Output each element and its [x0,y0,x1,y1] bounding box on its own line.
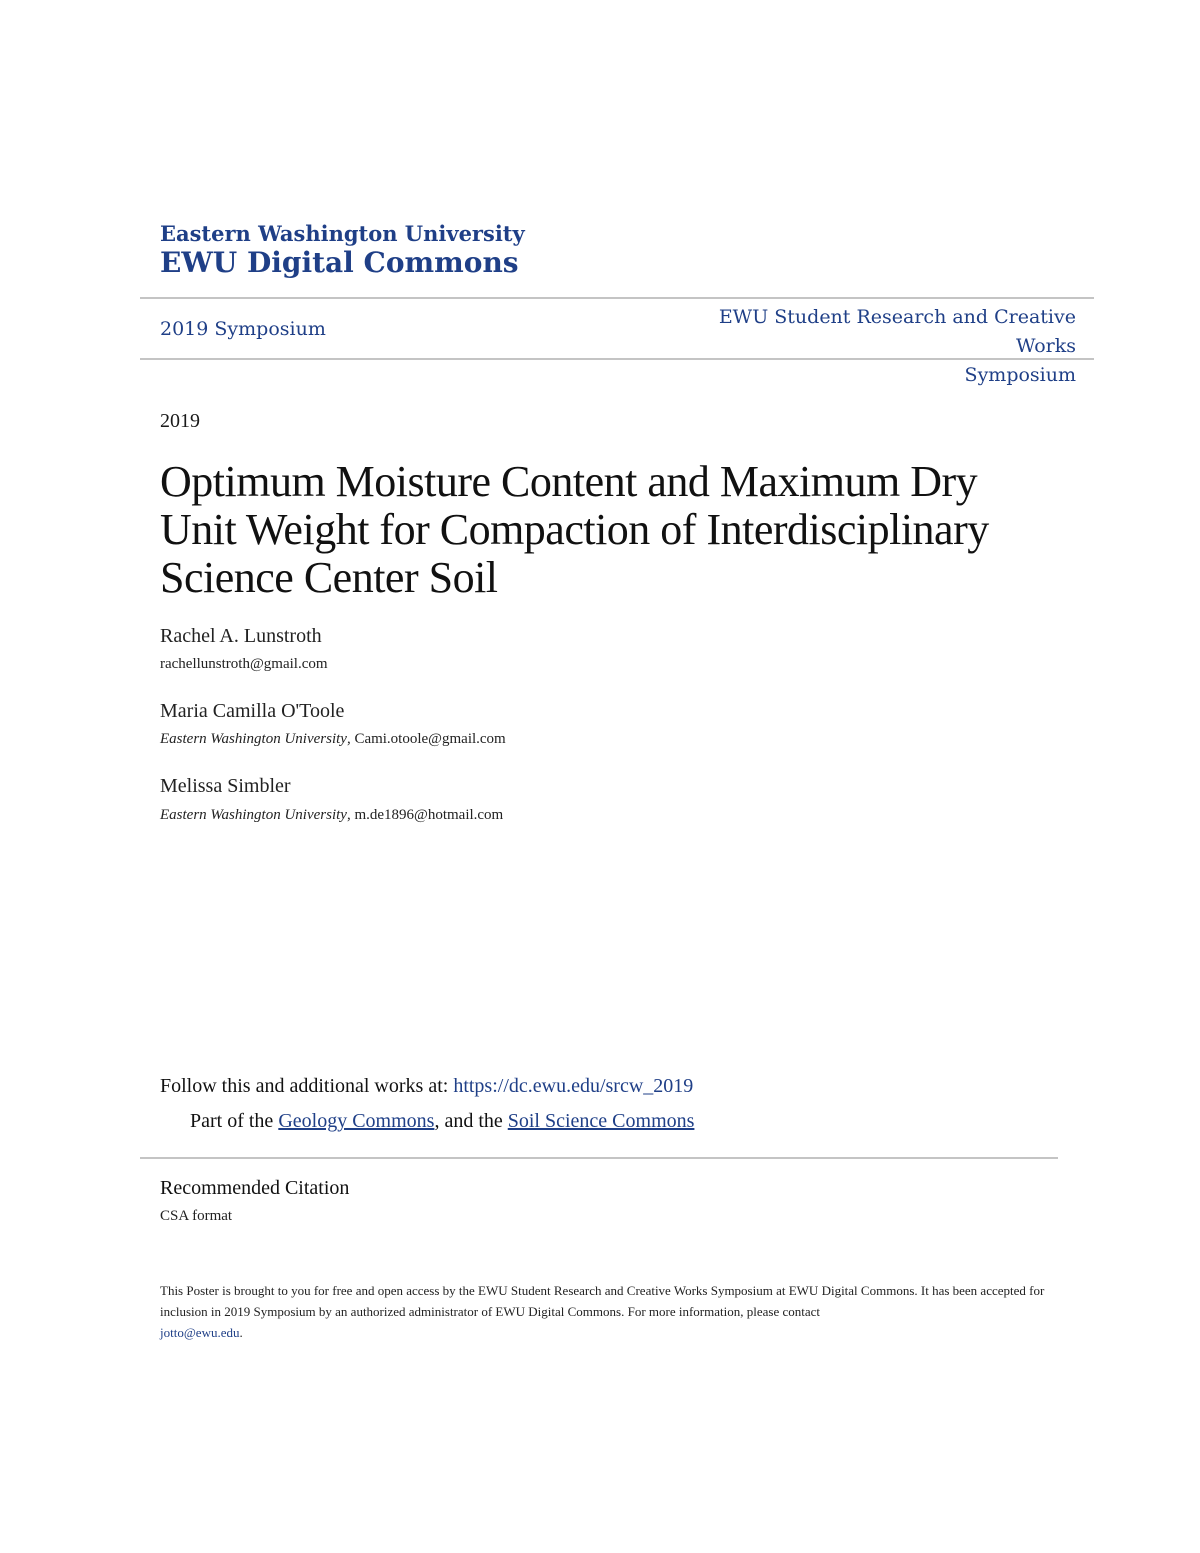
paper-title: Optimum Moisture Content and Maximum Dry Unit Weight for Compaction of Interdisciplinary Science Center Soil [160,457,989,602]
follow-label: Follow this and additional works at: [160,1075,449,1097]
author-email[interactable]: Cami.otoole@gmail.com [354,731,506,747]
institution-name[interactable]: Eastern Washington University [160,221,525,246]
geology-commons-link[interactable]: Geology Commons [278,1110,435,1132]
collection-link-symposium[interactable]: 2019 Symposium [160,318,326,340]
access-notice-end: . [239,1325,243,1340]
and-the-text: , and the [434,1110,503,1132]
access-notice-text: This Poster is brought to you for free and open access by the EWU Student Research and Creative Works Symposium at EWU Digital Commons. It has been accepted for inclusion in 2019 Symposium by an authorized administrator of EWU Digital Commons. For more information, please contact [160,1283,1045,1319]
divider-collection [140,358,1094,360]
part-of-prefix: Part of the [190,1110,274,1132]
follow-url-link[interactable]: https://dc.ewu.edu/srcw_2019 [453,1075,694,1097]
author-institution: Eastern Washington University [160,807,347,823]
follow-line [160,1075,693,1098]
publication-year: 2019 [160,410,200,432]
divider-citation [140,1157,1058,1159]
repository-name[interactable]: EWU Digital Commons [160,246,519,279]
collection-series-line1: EWU Student Research and Creative Works [718,306,1076,357]
soil-science-commons-link[interactable]: Soil Science Commons [507,1110,695,1132]
citation-format: CSA format [160,1208,233,1224]
collection-link-series[interactable] [656,303,1076,390]
author-name: Maria Camilla O'Toole [160,700,345,722]
contact-email-link[interactable]: jotto@ewu.edu [160,1325,240,1340]
divider-top [140,297,1094,299]
author-name: Melissa Simbler [160,775,291,797]
part-of-line [190,1110,694,1133]
author-affiliation: Eastern Washington University, m.de1896@hotmail.com [160,807,504,823]
citation-heading: Recommended Citation [160,1177,350,1199]
author-affiliation: Eastern Washington University, Cami.otoole@gmail.com [160,731,506,747]
collection-series-line2: Symposium [964,364,1076,386]
author-institution: Eastern Washington University [160,731,347,747]
author-email[interactable]: rachellunstroth@gmail.com [160,656,328,672]
author-email[interactable]: m.de1896@hotmail.com [354,807,504,823]
access-notice [160,1280,1060,1343]
author-name: Rachel A. Lunstroth [160,625,322,647]
author-affiliation [160,656,328,673]
